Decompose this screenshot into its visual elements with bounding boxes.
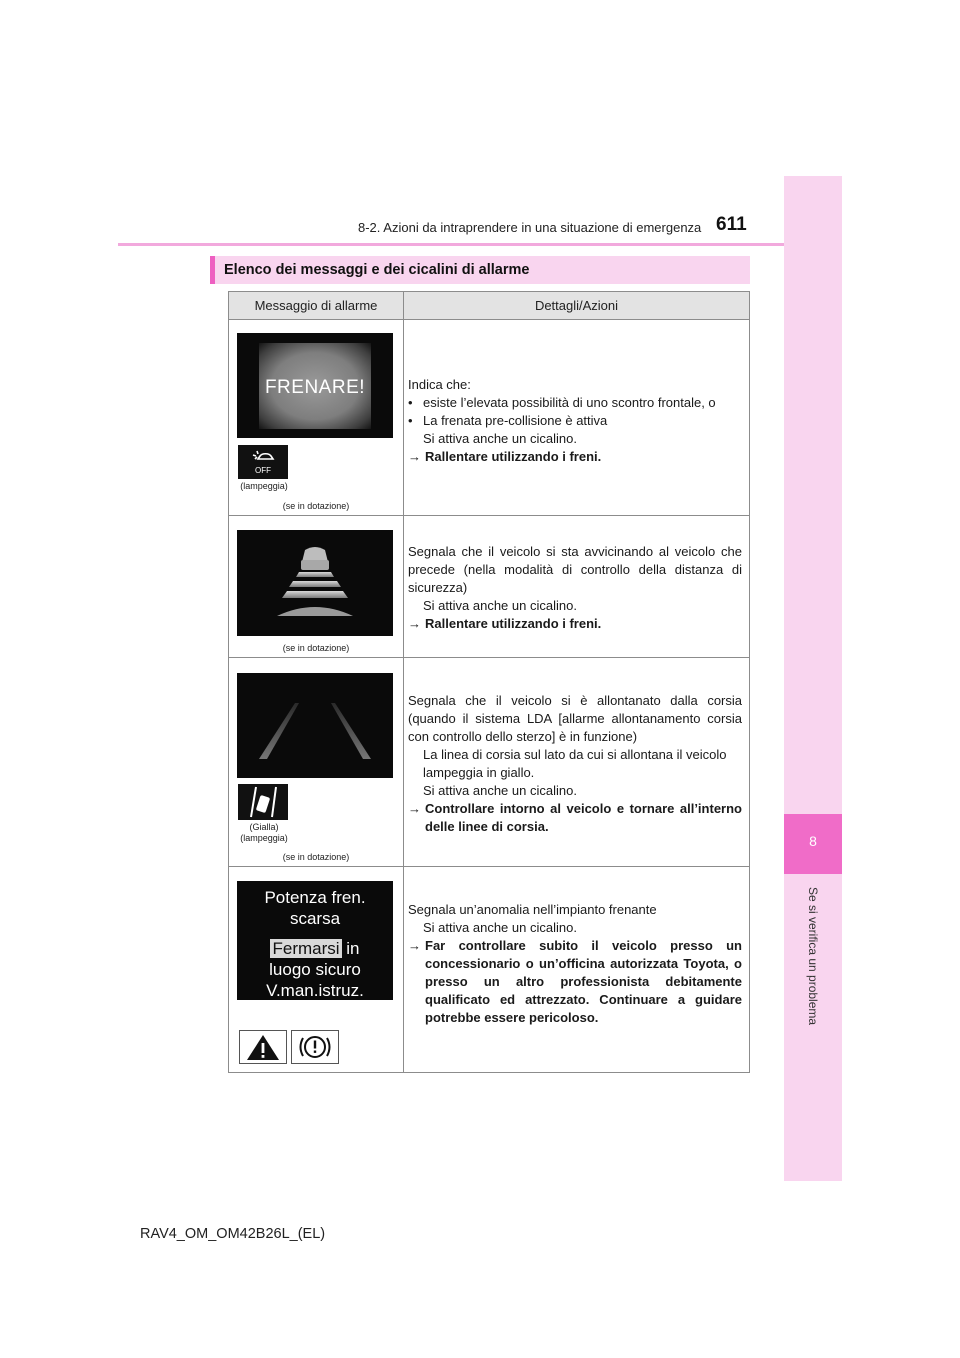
page-number: 611: [716, 214, 747, 235]
header-rule: [118, 243, 842, 246]
equipment-note: (se in dotazione): [282, 501, 350, 511]
row-divider: [229, 866, 749, 867]
row-1-action: → Rallentare utilizzando i freni.: [408, 449, 602, 464]
screen-line: scarsa: [289, 909, 341, 928]
chapter-number: 8: [809, 833, 817, 849]
section-heading: [210, 256, 750, 284]
screen-highlight: Fermarsi: [272, 939, 340, 958]
row-4-text: Segnala un’anomalia nell’impianto frenante: [408, 902, 657, 917]
row-3-action: → Controllare intorno al veicolo e tornare all’interno delle linee di corsia.: [408, 801, 742, 834]
icon-caption-flashing: (lampeggia): [240, 833, 288, 843]
row-3-note: Si attiva anche un cicalino.: [423, 783, 577, 798]
row-2-description: [408, 543, 742, 633]
screen-line: [237, 938, 393, 959]
frenare-text: FRENARE!: [264, 377, 366, 398]
screen-line: V.man.istruz.: [266, 981, 364, 1000]
row-divider: [229, 515, 749, 516]
row-1-intro: Indica che:: [408, 377, 471, 392]
running-header-title: 8-2. Azioni da intraprendere in una situazione di emergenza: [358, 220, 702, 235]
row-1-note: Si attiva anche un cicalino.: [423, 431, 577, 446]
action-text: Rallentare utilizzando i freni.: [425, 616, 602, 631]
row-2-note: Si attiva anche un cicalino.: [423, 598, 577, 613]
row-1-bullet: • esiste l’elevata possibilità di uno scontro frontale, o: [408, 395, 716, 410]
table-header: [229, 292, 749, 320]
row-3-description: [408, 692, 742, 836]
row-2-action: → Rallentare utilizzando i freni.: [408, 616, 602, 631]
row-3-note: La linea di corsia sul lato da cui si allontana il veicolo lampeggia in giallo.: [423, 747, 727, 780]
lane-departure-display-image: [237, 673, 393, 778]
icon-caption-yellow: (Gialla): [249, 822, 279, 832]
frenare-display-image: [237, 333, 393, 438]
row-2-text: Segnala che il veicolo si sta avvicinando al veicolo che precede (nella modalità di controllo della distanza di sicurezza): [408, 544, 742, 595]
bullet-text: La frenata pre-collisione è attiva: [423, 413, 608, 428]
screen-line: Potenza fren.: [264, 888, 366, 907]
pcs-off-label: OFF: [255, 466, 271, 475]
column-header-details: Dettagli/Azioni: [534, 298, 619, 313]
action-text: Controllare intorno al veicolo e tornare all’interno delle linee di corsia.: [425, 801, 742, 834]
action-text: Far controllare subito il veicolo presso un concessionario o un’officina autorizzata Toyota, o presso un altro professionista debitamente qualificato ed attrezzato. Continuare a guidare potrebbe essere pericoloso.: [425, 938, 742, 1025]
column-divider: [403, 292, 404, 1072]
screen-line: luogo sicuro: [269, 960, 361, 979]
brake-warning-icon: [291, 1030, 339, 1064]
warning-triangle-icon: [239, 1030, 287, 1064]
lane-departure-icon: [238, 784, 288, 820]
icon-caption-flashing: (lampeggia): [240, 481, 288, 491]
chapter-tab-background: [784, 176, 842, 1181]
row-divider: [229, 657, 749, 658]
action-text: Rallentare utilizzando i freni.: [425, 449, 602, 464]
document-code-footer: RAV4_OM_OM42B26L_(EL): [140, 1226, 326, 1242]
column-header-message: Messaggio di allarme: [254, 298, 378, 313]
equipment-note: (se in dotazione): [282, 852, 350, 862]
screen-line-rest: in: [341, 939, 360, 958]
row-3-text: Segnala che il veicolo si è allontanato dalla corsia (quando il sistema LDA [allarme allontanamento corsia con controllo dello sterzo] è in funzione): [408, 693, 742, 744]
row-4-action: → Far controllare subito il veicolo presso un concessionario o un’officina autorizzata Toyota, o presso un altro professionista debitamente qualificato ed attrezzato. Continuare a guidare potrebbe essere pericoloso.: [408, 938, 742, 1025]
warning-messages-table: [228, 291, 750, 1073]
bullet-text: esiste l’elevata possibilità di uno scontro frontale, o: [423, 395, 716, 410]
row-4-note: Si attiva anche un cicalino.: [423, 920, 577, 935]
distance-warning-display-image: [237, 530, 393, 636]
section-heading-bar: [210, 256, 215, 284]
section-heading-text: Elenco dei messaggi e dei cicalini di allarme: [224, 262, 530, 278]
brake-power-display-image: [237, 881, 393, 1000]
chapter-title: Se si verifica un problema: [806, 887, 820, 1026]
equipment-note: (se in dotazione): [282, 643, 350, 653]
pcs-off-icon: [238, 445, 288, 479]
row-4-description: [408, 901, 742, 1027]
row-1-bullet: • La frenata pre-collisione è attiva: [408, 413, 608, 428]
row-1-description: [408, 376, 742, 466]
